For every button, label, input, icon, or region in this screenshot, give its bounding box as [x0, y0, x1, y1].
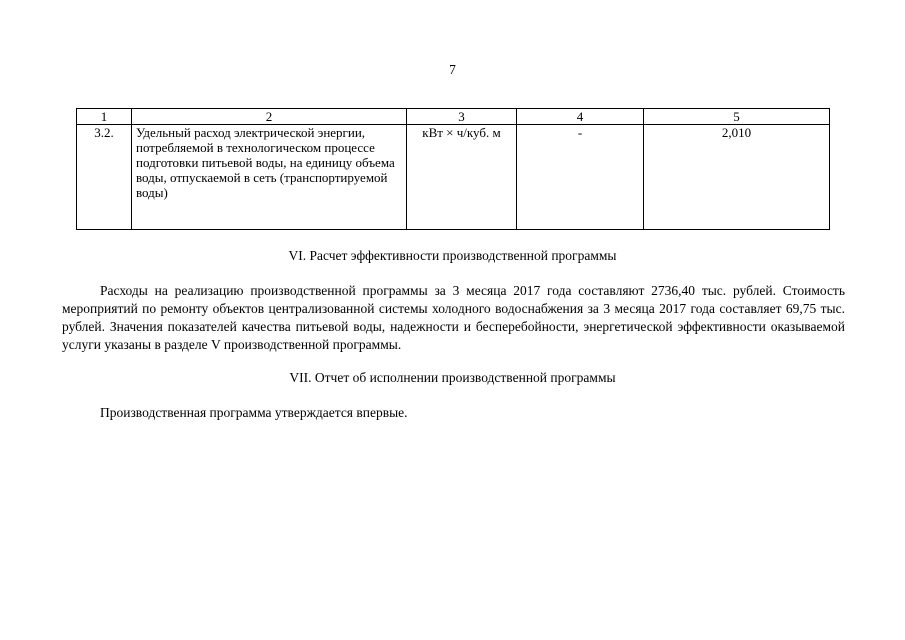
indicator-table — [76, 108, 830, 230]
table-header-row — [77, 109, 830, 125]
row-description: Удельный расход электрической энергии, потребляемой в технологическом процессе подготовки питьевой воды, на единицу объема воды, отпускаемой в сеть (транспортируемой воды) — [132, 125, 407, 230]
row-plan-value: - — [517, 125, 644, 230]
table-header-cell: 5 — [644, 109, 830, 125]
row-value: 2,010 — [644, 125, 830, 230]
row-unit: кВт × ч/куб. м — [407, 125, 517, 230]
section-paragraph-report: Производственная программа утверждается впервые. — [100, 405, 408, 420]
section-heading-report: VII. Отчет об исполнении производственной программы — [289, 370, 616, 385]
page-number: 7 — [449, 62, 456, 77]
table-header-cell: 1 — [77, 109, 132, 125]
table-header-cell: 2 — [132, 109, 407, 125]
table-row — [77, 125, 830, 230]
row-number: 3.2. — [77, 125, 132, 230]
section-paragraph-efficiency: Расходы на реализацию производственной программы за 3 месяца 2017 года составляют 2736,40 тыс. рублей. Стоимость мероприятий по ремонту объектов централизованной системы холодного водоснабжения за 3 месяца 2017 года составляет 69,75 тыс. рублей. Значения показателей качества питьевой воды, надежности и бесперебойности, энергетической эффективности оказываемой услуги указаны в разделе V производственной программы. — [62, 283, 845, 352]
table-header-cell: 4 — [517, 109, 644, 125]
section-heading-efficiency: VI. Расчет эффективности производственной программы — [288, 248, 617, 263]
table-header-cell: 3 — [407, 109, 517, 125]
